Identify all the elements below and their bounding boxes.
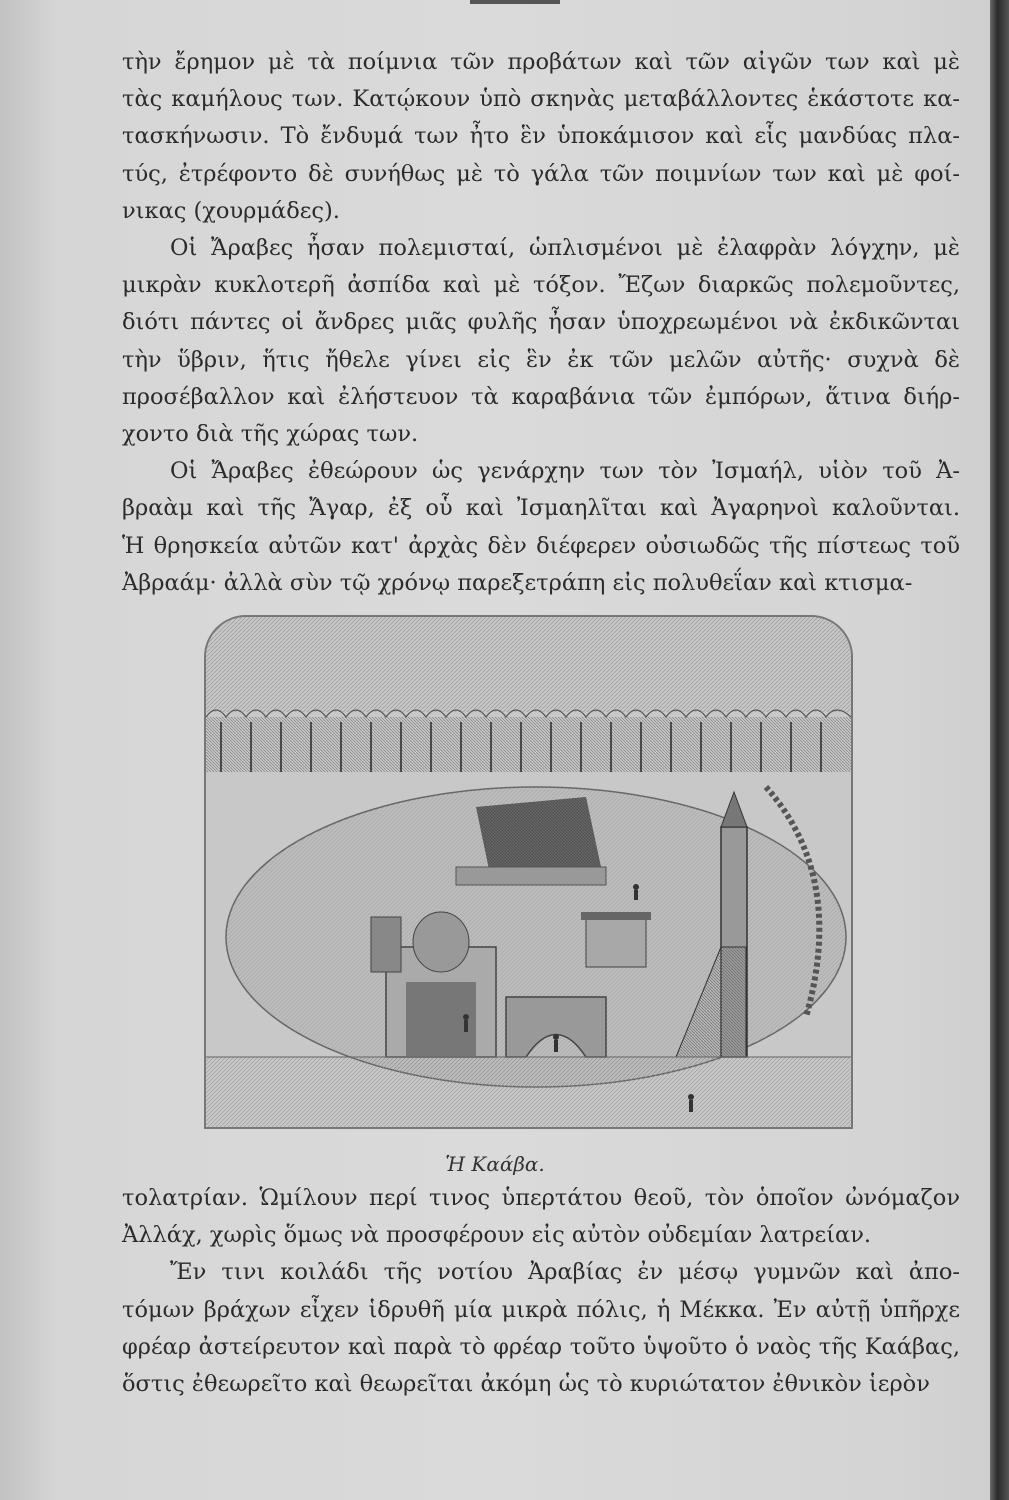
text-block-bottom bbox=[122, 1180, 960, 1403]
text-line: τύς, ἐτρέφοντο δὲ συνήθως μὲ τὸ γάλα τῶν ποιμνίων των καὶ μὲ φοί- bbox=[122, 160, 960, 187]
text-line: τασκήνωσιν. Τὸ ἔνδυμά των ἦτο ἓν ὑποκάμισον καὶ εἷς μανδύας πλα- bbox=[122, 123, 960, 150]
text-line: φρέαρ ἀστείρευτον καὶ παρὰ τὸ φρέαρ τοῦτο ὑψοῦτο ὁ ναὸς τῆς Καάβας, bbox=[122, 1333, 960, 1360]
text-line: χοντο διὰ τῆς χώρας των. bbox=[122, 421, 419, 448]
page-top-mark bbox=[470, 0, 560, 4]
text-line: Οἱ Ἄραβες ἐθεώρουν ὡς γενάρχην των τὸν Ἰσμαήλ, υἱὸν τοῦ Ἀ- bbox=[170, 458, 960, 485]
kaaba-illustration bbox=[206, 617, 851, 1127]
figure-caption: Ἡ Καάβα. bbox=[445, 1152, 545, 1176]
text-line: Ἔν τινι κοιλάδι τῆς νοτίου Ἀραβίας ἐν μέσῳ γυμνῶν καὶ ἀπο- bbox=[170, 1259, 960, 1286]
kaaba-engraving bbox=[204, 615, 853, 1129]
text-line: διότι πάντες οἱ ἄνδρες μιᾶς φυλῆς ἦσαν ὑποχρεωμένοι νὰ ἐκδικῶνται bbox=[122, 309, 960, 336]
paragraph bbox=[122, 1180, 960, 1254]
text-line: τὴν ἔρημον μὲ τὰ ποίμνια τῶν προβάτων καὶ τῶν αἰγῶν των καὶ μὲ bbox=[122, 49, 960, 75]
text-line: νικας (χουρμάδες). bbox=[122, 197, 340, 224]
text-line: τὰς καμήλους των. Κατῴκουν ὑπὸ σκηνὰς μεταβάλλοντες ἑκάστοτε κα- bbox=[122, 86, 960, 113]
text-line: Ἡ θρησκεία αὐτῶν κατ' ἀρχὰς δὲν διέφερεν οὐσιωδῶς τῆς πίστεως τοῦ bbox=[122, 532, 960, 559]
text-line: τόμων βράχων εἶχεν ἱδρυθῆ μία μικρὰ πόλις, ἡ Μέκκα. Ἐν αὐτῇ ὑπῆρχε bbox=[122, 1296, 960, 1323]
text-line: προσέβαλλον καὶ ἐλήστευον τὰ καραβάνια τῶν ἐμπόρων, ἅτινα διήρ- bbox=[122, 383, 960, 410]
text-line: τολατρίαν. Ὡμίλουν περί τινος ὑπερτάτου θεοῦ, τὸν ὁποῖον ὠνόμαζον bbox=[122, 1185, 960, 1211]
text-line: Οἱ Ἄραβες ἦσαν πολεμισταί, ὡπλισμένοι μὲ ἐλαφρὰν λόγχην, μὲ bbox=[170, 235, 960, 262]
book-binding-edge bbox=[990, 0, 1009, 1500]
text-line: ὅστις ἐθεωρεῖτο καὶ θεωρεῖται ἀκόμη ὡς τὸ κυριώτατον ἐθνικὸν ἱερὸν bbox=[122, 1371, 930, 1398]
text-block-top bbox=[122, 44, 960, 602]
text-line: Ἀλλάχ, χωρὶς ὅμως νὰ προσφέρουν εἰς αὐτὸν οὐδεμίαν λατρείαν. bbox=[122, 1222, 872, 1249]
text-line: τὴν ὕβριν, ἥτις ἤθελε γίνει εἰς ἓν ἐκ τῶν μελῶν αὐτῆς· συχνὰ δὲ bbox=[122, 346, 960, 373]
text-line: μικρὰν κυκλοτερῆ ἀσπίδα καὶ μὲ τόξον. Ἔζων διαρκῶς πολεμοῦντες, bbox=[122, 272, 960, 299]
paragraph bbox=[122, 230, 960, 453]
paragraph bbox=[122, 453, 960, 602]
text-line: Ἀβραάμ· ἀλλὰ σὺν τῷ χρόνῳ παρεξετράπη εἰς πολυθεΐαν καὶ κτισμα- bbox=[122, 569, 913, 596]
paragraph bbox=[122, 44, 960, 230]
paragraph bbox=[122, 1254, 960, 1403]
text-line: βραὰμ καὶ τῆς Ἄγαρ, ἐξ οὗ καὶ Ἰσμαηλῖται καὶ Ἀγαρηνοὶ καλοῦνται. bbox=[122, 495, 960, 522]
